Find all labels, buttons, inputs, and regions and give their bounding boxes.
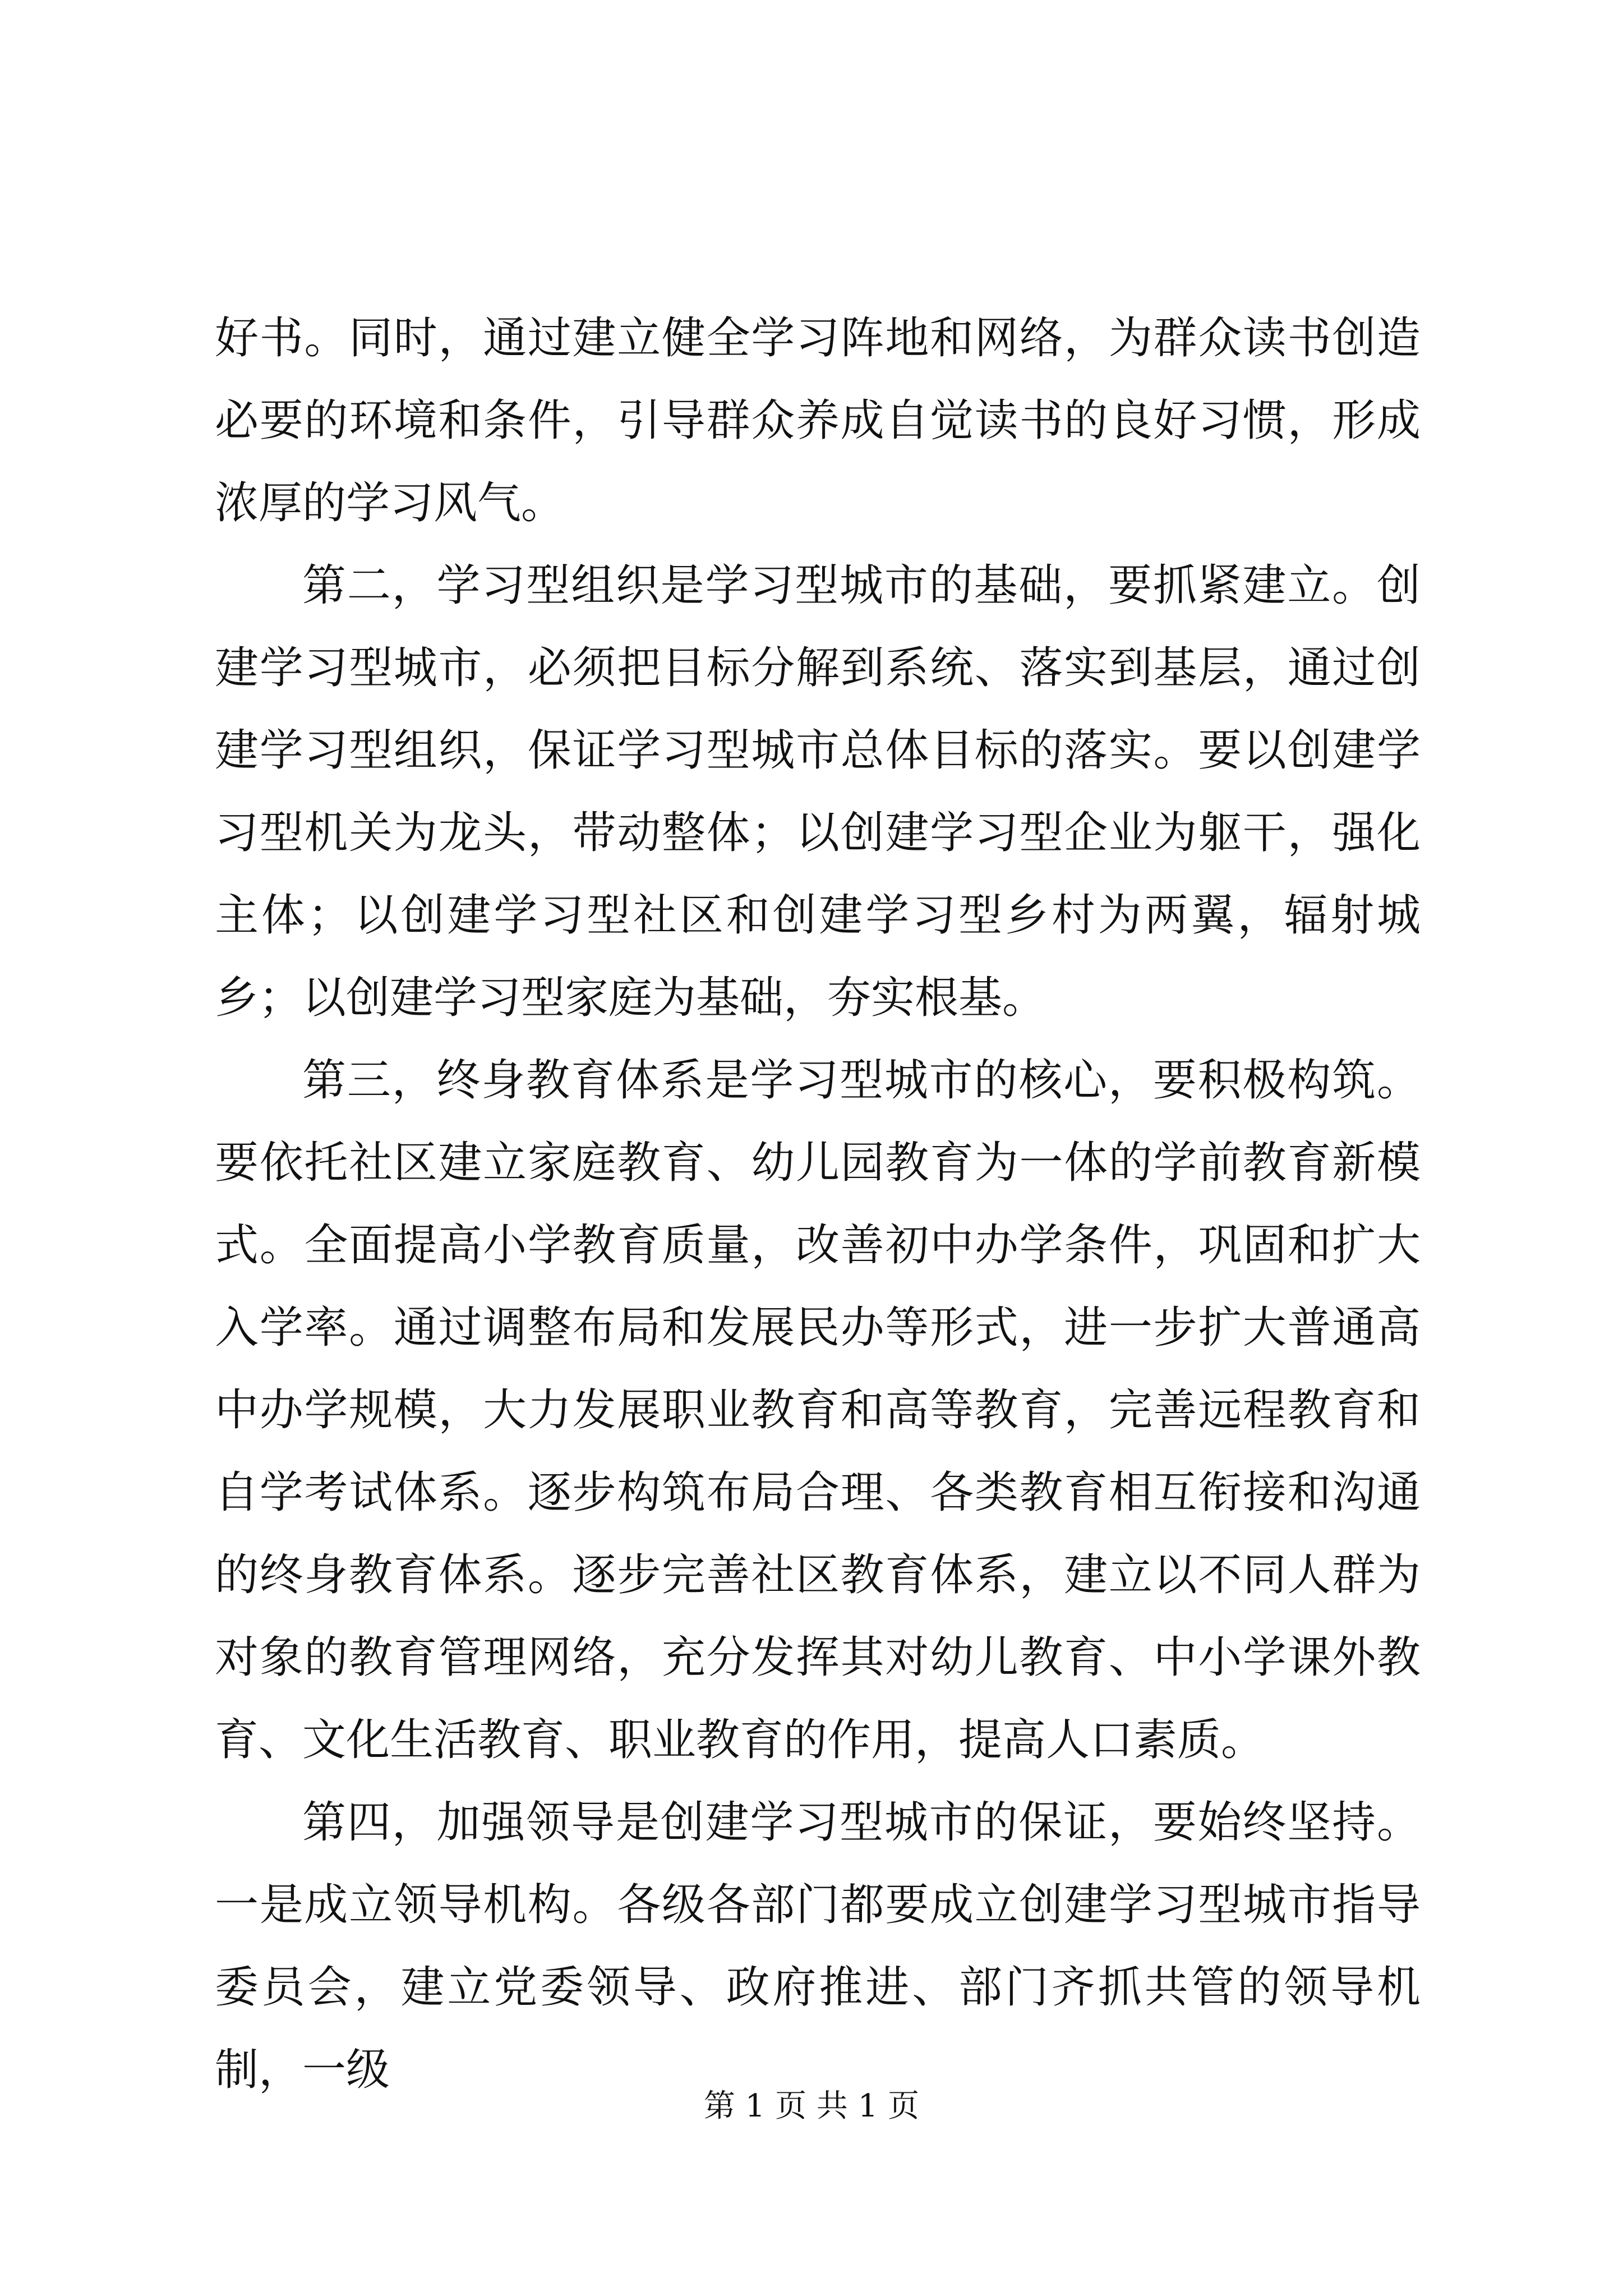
paragraph-1: 好书。同时，通过建立健全学习阵地和网络，为群众读书创造必要的环境和条件，引导群众养成自觉读书的良好习惯，形成浓厚的学习风气。	[215, 313, 1421, 528]
paragraph-2: 第二，学习型组织是学习型城市的基础，要抓紧建立。创建学习型城市，必须把目标分解到系统、落实到基层，通过创建学习型组织，保证学习型城市总体目标的落实。要以创建学习型机关为龙头，带动整体；以创建学习型企业为躯干，强化主体；以创建学习型社区和创建学习型乡村为两翼，辐射城乡；以创建学习型家庭为基础，夯实根基。	[215, 560, 1421, 1023]
paragraph-3: 第三，终身教育体系是学习型城市的核心，要积极构筑。要依托社区建立家庭教育、幼儿园教育为一体的学前教育新模式。全面提高小学教育质量，改善初中办学条件，巩固和扩大入学率。通过调整布局和发展民办等形式，进一步扩大普通高中办学规模，大力发展职业教育和高等教育，完善远程教育和自学考试体系。逐步构筑布局合理、各类教育相互衔接和沟通的终身教育体系。逐步完善社区教育体系，建立以不同人群为对象的教育管理网络，充分发挥其对幼儿教育、中小学课外教育、文化生活教育、职业教育的作用，提高人口素质。	[215, 1055, 1421, 1765]
page-footer: 第 1 页 共 1 页	[703, 2088, 920, 2124]
document-body	[215, 297, 1421, 2111]
paragraph-4: 第四，加强领导是创建学习型城市的保证，要始终坚持。一是成立领导机构。各级各部门都要成立创建学习型城市指导委员会，建立党委领导、政府推进、部门齐抓共管的领导机制，一级	[215, 1797, 1421, 2095]
